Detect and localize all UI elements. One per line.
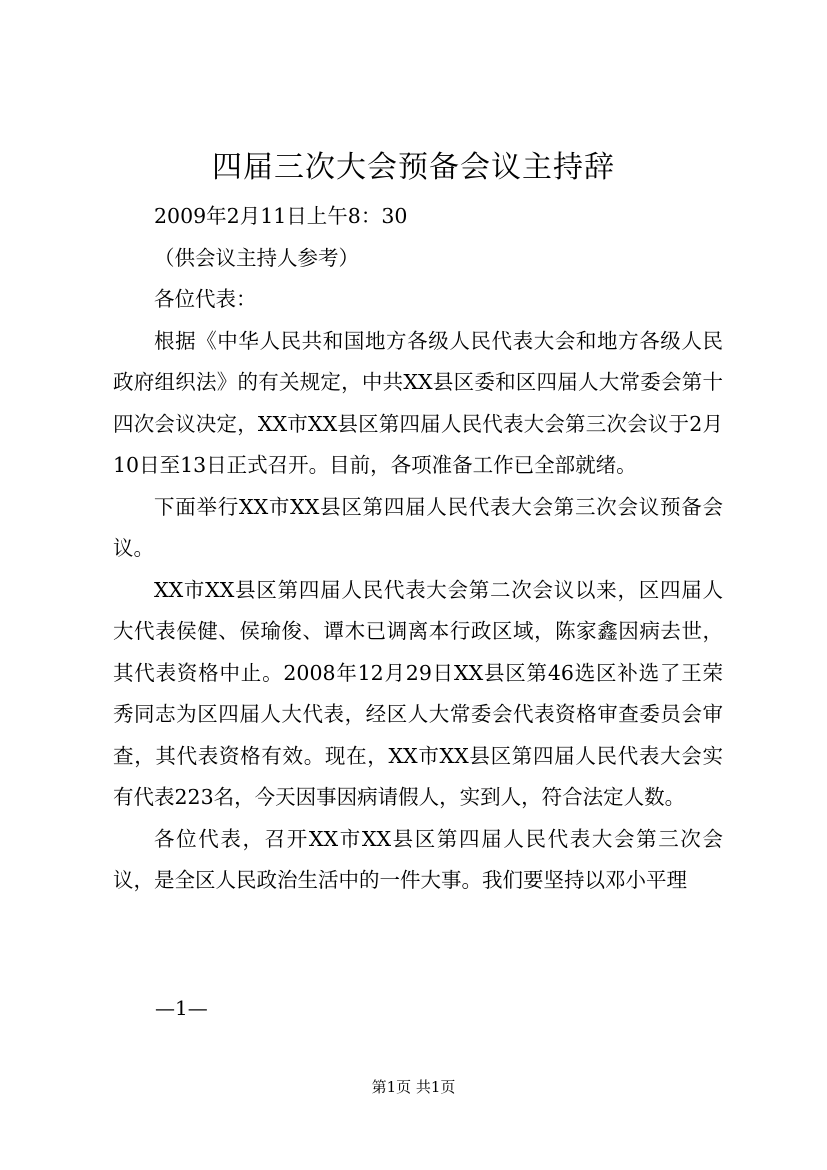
paragraph: XX市XX县区第四届人民代表大会第二次会议以来，区四届人大代表侯健、侯瑜俊、谭木已调离本行政区域，陈家鑫因病去世，其代表资格中止。2008年12月29日XX县区第46选区补选了王荣秀同志为区四届人大代表，经区人大常委会代表资格审查委员会审查，其代表资格有效。现在，XX市XX县区第四届人民代表大会实有代表223名，今天因事因病请假人，实到人，符合法定人数。 [113,577,723,809]
paragraph: 下面举行XX市XX县区第四届人民代表大会第三次会议预备会议。 [113,494,723,560]
page-footer: 第1页 共1页 [371,1078,456,1096]
page-marker: —1— [155,996,208,1020]
salutation: 各位代表： [154,287,257,311]
paragraph: 根据《中华人民共和国地方各级人民代表大会和地方各级人民政府组织法》的有关规定，中共XX县区委和区四届人大常委会第十四次会议决定，XX市XX县区第四届人民代表大会第三次会议于2月10日至13日正式召开。目前，各项准备工作已全部就绪。 [113,328,723,477]
reference-note: （供会议主持人参考） [154,245,359,270]
document-title: 四届三次大会预备会议主持辞 [212,150,615,185]
date-line: 2009年2月11日上午8：30 [154,204,408,228]
paragraph: 各位代表，召开XX市XX县区第四届人民代表大会第三次会议，是全区人民政治生活中的一件大事。我们要坚持以邓小平理 [113,826,723,892]
document-body [113,196,723,902]
